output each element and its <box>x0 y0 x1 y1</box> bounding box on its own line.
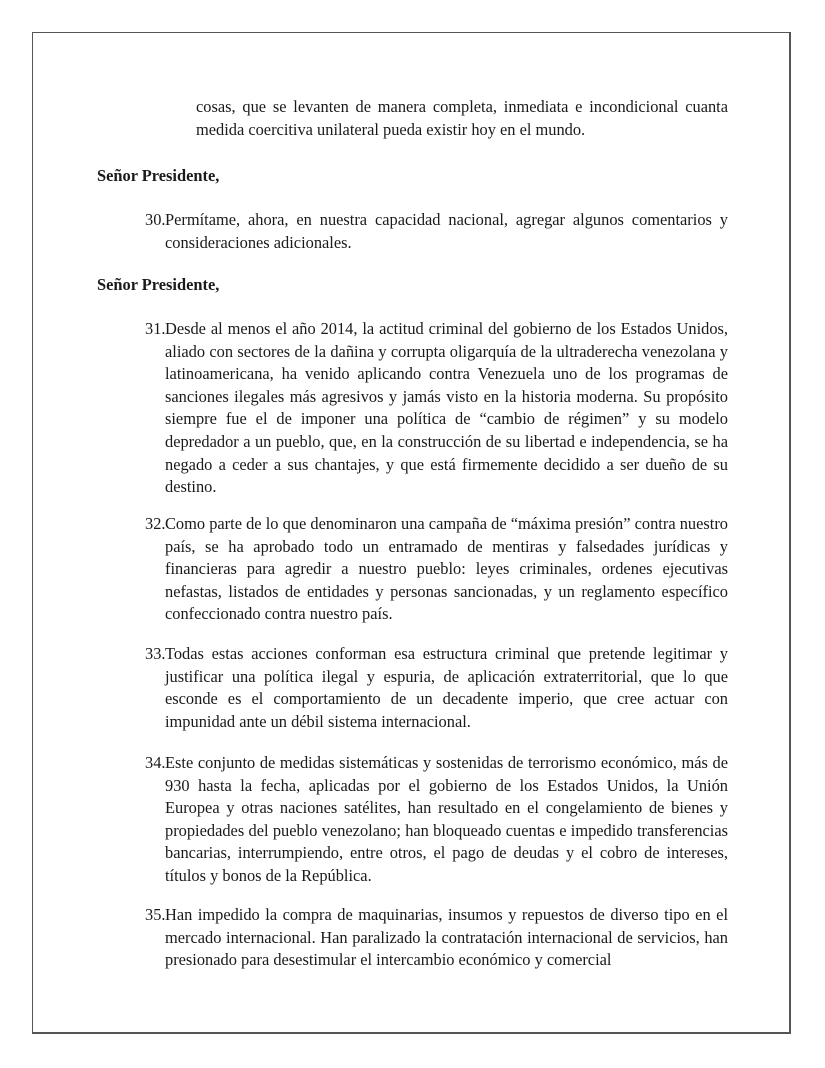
paragraph-number: 35. <box>145 905 166 924</box>
numbered-paragraph-33 <box>145 643 728 733</box>
numbered-paragraph-31 <box>145 318 728 499</box>
paragraph-text: Todas estas acciones conforman esa estructura criminal que pretende legitimar y justificar una política ilegal y espuria, de aplicación extraterritorial, que lo que esconde es el comportamiento de un decadente imperio, que cree actuar con impunidad ante un débil sistema internacional. <box>165 644 728 731</box>
paragraph-text: Como parte de lo que denominaron una campaña de “máxima presión” contra nuestro país, se ha aprobado todo un entramado de mentiras y falsedades jurídicas y financieras para agredir a nuestro pueblo: leyes criminales, ordenes ejecutivas nefastas, listados de entidades y personas sancionadas, y un reglamento específico confeccionado contra nuestro país. <box>165 514 728 624</box>
paragraph-text: Este conjunto de medidas sistemáticas y sostenidas de terrorismo económico, más de 930 hasta la fecha, aplicadas por el gobierno de los Estados Unidos, la Unión Europea y otras naciones satélites, han resultado en el congelamiento de bienes y propiedades del pueblo venezolano; han bloqueado cuentas e impedido transferencias bancarias, interrumpiendo, entre otros, el pago de deudas y el cobro de intereses, títulos y bonos de la República. <box>165 753 728 885</box>
paragraph-number: 34. <box>145 753 166 772</box>
paragraph-text: Permítame, ahora, en nuestra capacidad nacional, agregar algunos comentarios y consideraciones adicionales. <box>165 210 728 252</box>
paragraph-number: 31. <box>145 319 166 338</box>
paragraph-number: 30. <box>145 210 166 229</box>
paragraph-text: Han impedido la compra de maquinarias, insumos y repuestos de diverso tipo en el mercado internacional. Han paralizado la contratación internacional de servicios, han presionado para desestimular el intercambio económico y comercial <box>165 905 728 970</box>
numbered-paragraph-35 <box>145 904 728 972</box>
paragraph-number: 33. <box>145 644 166 663</box>
numbered-paragraph-34 <box>145 752 728 888</box>
salutation-heading: Señor Presidente, <box>97 166 220 185</box>
continuation-paragraph: cosas, que se levanten de manera completa, inmediata e incondicional cuanta medida coercitiva unilateral pueda existir hoy en el mundo. <box>196 97 728 139</box>
paragraph-text: Desde al menos el año 2014, la actitud criminal del gobierno de los Estados Unidos, aliado con sectores de la dañina y corrupta oligarquía de la ultraderecha venezolana y latinoamericana, ha venido aplicando contra Venezuela uno de los programas de sanciones ilegales más agresivos y jamás visto en la historia moderna. Su propósito siempre fue el de imponer una política de “cambio de régimen” y su modelo depredador a un pueblo, que, en la construcción de su libertad e independencia, se ha negado a ceder a sus chantajes, y que está firmemente decidido a ser dueño de su destino. <box>165 319 728 497</box>
salutation-heading: Señor Presidente, <box>97 275 220 294</box>
numbered-paragraph-32 <box>145 513 728 626</box>
paragraph-number: 32. <box>145 514 166 533</box>
numbered-paragraph-30 <box>145 209 728 254</box>
